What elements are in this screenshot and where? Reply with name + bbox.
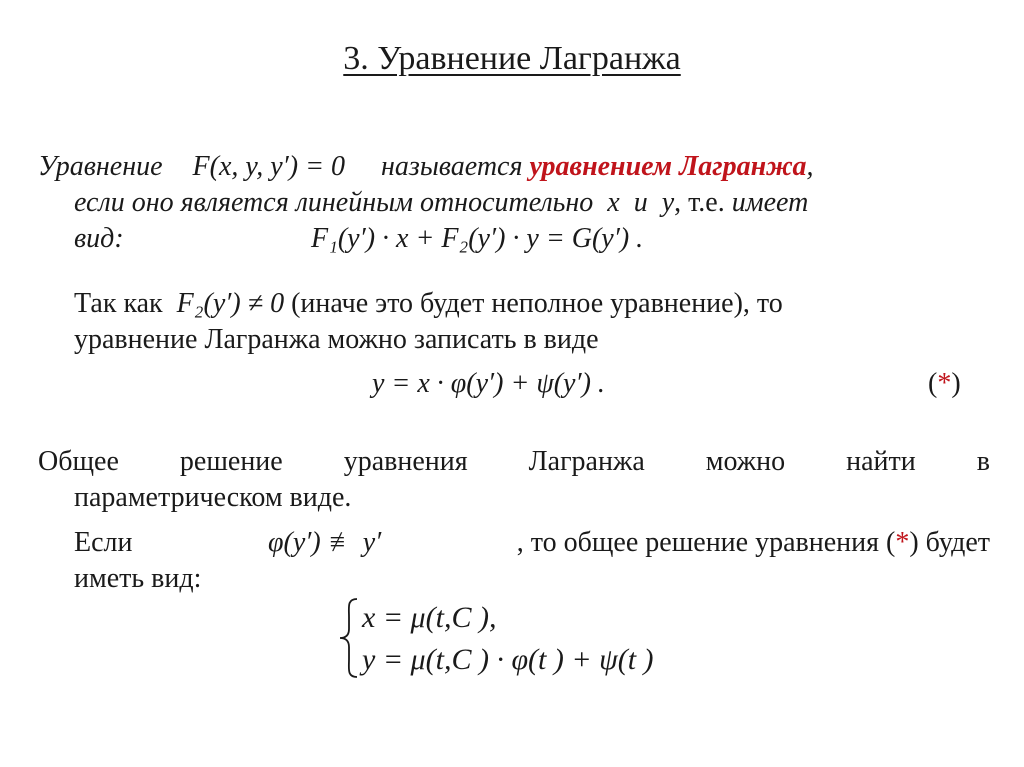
p3-line-2: параметрическом виде. [74,482,352,513]
system-brace [338,597,360,679]
p1-line-3: вид: [74,223,124,254]
p3-line-1: Общее решение уравнения Лагранжа можно найти в [38,446,990,477]
p2-line-2: уравнение Лагранжа можно записать в виде [74,324,599,355]
equation-lagrange-resolved: y = x · φ(y′) + ψ(y′) . [372,368,605,399]
p1-line-1: Уравнение F(x, y, y′) = 0 называется уравнением Лагранжа, [38,151,814,182]
system-equation-x: x = μ(t,C ), [362,601,497,634]
p2-line-1: Так как F₂(y′) ≠ 0 (иначе это будет неполное уравнение), то [74,288,783,319]
condition-phi: φ(y′) ≢ y′ [268,527,382,558]
equation-label-star: (*) [928,368,961,399]
inequality-f2: F₂(y′) ≠ 0 [176,288,285,319]
system-equation-y: y = μ(t,C ) · φ(t ) + ψ(t ) [362,643,654,676]
p4-line-1: Если φ(y′) ≢ y′ , то общее решение уравнения (*) будет [74,525,990,561]
page-title: 3. Уравнение Лагранжа [343,40,681,77]
p4-line-2: иметь вид: [74,563,202,594]
p1-line-2: если оно является линейным относительно x и y, т.е. имеет [74,187,809,218]
equation-general: F(x, y, y′) = 0 [192,151,346,182]
term-lagrange-equation: уравнением Лагранжа [529,151,807,182]
equation-linear-form: F₁(y′) · x + F₂(y′) · y = G(y′) . [311,223,644,254]
